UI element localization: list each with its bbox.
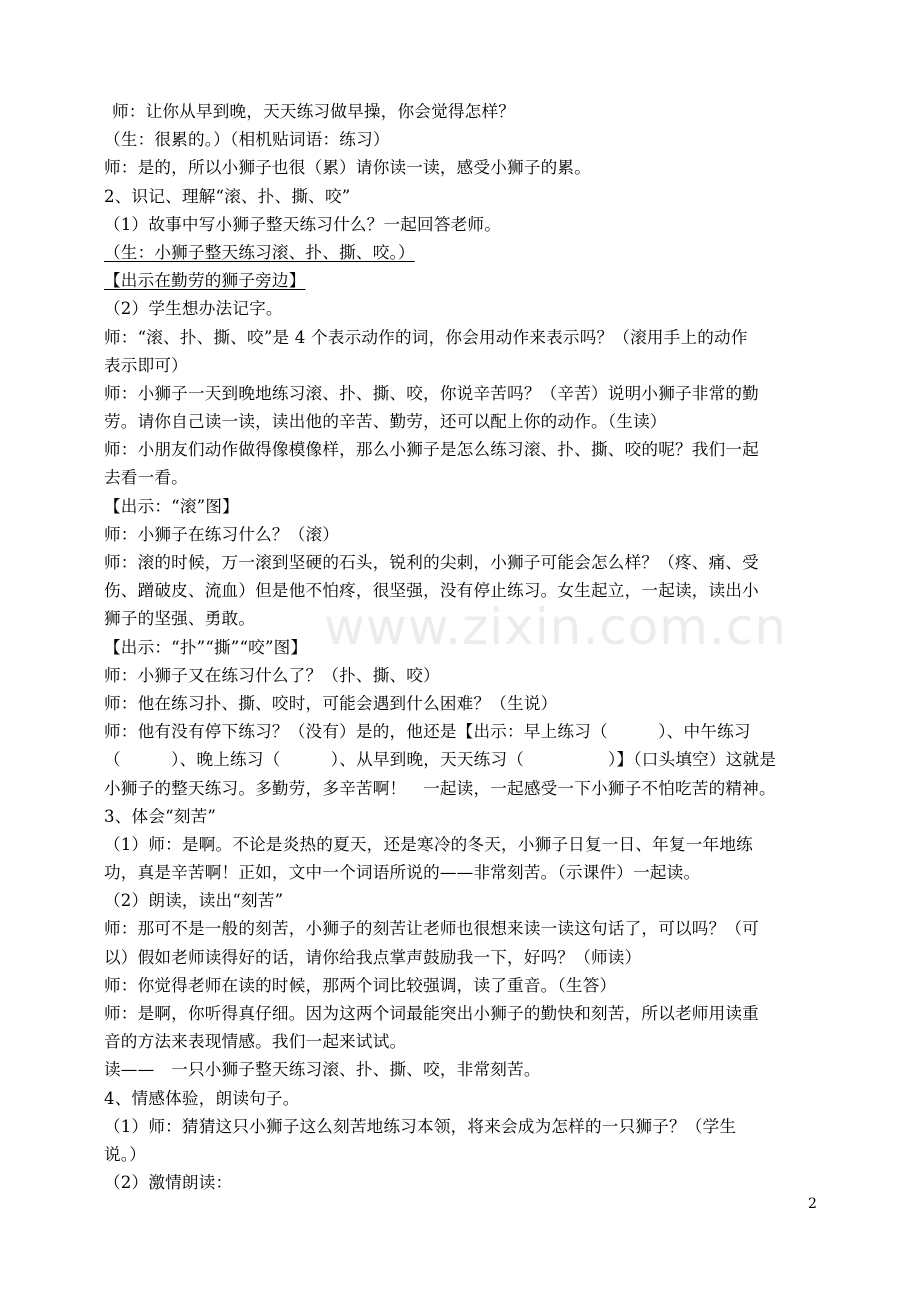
text-line	[104, 577, 824, 605]
text-line	[104, 690, 824, 718]
line-text: 音的方法来表现情感。我们一起来试试。	[104, 1032, 407, 1052]
text-line	[104, 352, 824, 380]
line-text: （1）师：是啊。不论是炎热的夏天，还是寒冷的冬天，小狮子日复一日、年复一年地练	[104, 834, 753, 854]
text-line	[104, 98, 824, 126]
line-text: 狮子的坚强、勇敢。	[104, 609, 256, 629]
text-line	[104, 295, 824, 323]
line-text: （生：小狮子整天练习滚、扑、撕、咬。）	[104, 242, 415, 262]
watermark: www.zixin.com.cn	[324, 598, 788, 656]
line-text: 师：“滚、扑、撕、咬”是 4 个表示动作的词，你会用动作来表示吗？（滚用手上的动作	[104, 327, 748, 347]
document-body	[104, 98, 824, 1197]
text-line	[104, 746, 824, 774]
line-text: 师：滚的时候，万一滚到坚硬的石头，锐利的尖刺，小狮子可能会怎么样？（疼、痛、受	[104, 553, 759, 572]
line-text: 师：小狮子又在练习什么了？（扑、撕、咬）	[104, 665, 440, 685]
text-line	[104, 803, 824, 831]
line-text: 师：小狮子在练习什么？（滚）	[104, 524, 340, 544]
text-line	[104, 436, 824, 464]
line-text: 师：是啊，你听得真仔细。因为这两个词最能突出小狮子的勤快和刻苦，所以老师用读重	[104, 1004, 759, 1023]
line-text: 3、体会“刻苦”	[104, 806, 217, 826]
text-line	[104, 944, 824, 972]
text-line	[104, 605, 824, 633]
text-line	[104, 211, 824, 239]
line-text: 师：小朋友们动作做得像模像样，那么小狮子是怎么练习滚、扑、撕、咬的呢？我们一起	[104, 440, 759, 460]
text-line	[104, 831, 824, 859]
line-text: 劳。请你自己读一读，读出他的辛苦、勤劳，还可以配上你的动作。（生读）	[104, 412, 667, 432]
text-line	[104, 1028, 824, 1056]
line-text: （1）故事中写小狮子整天练习什么？一起回答老师。	[104, 214, 502, 234]
text-line	[104, 859, 824, 887]
line-text: 师：那可不是一般的刻苦，小狮子的刻苦让老师也很想来读一读这句话了，可以吗？（可	[104, 919, 759, 939]
line-text: 读—— 一只小狮子整天练习滚、扑、撕、咬，非常刻苦。	[104, 1060, 541, 1080]
text-line	[104, 154, 824, 182]
text-line	[104, 1085, 824, 1113]
text-line	[104, 972, 824, 1000]
line-text: 2、识记、理解“滚、扑、撕、咬”	[104, 186, 351, 206]
text-line	[104, 1056, 824, 1084]
text-line	[104, 521, 824, 549]
line-text: 小狮子的整天练习。多勤劳，多辛苦啊！ 一起读，一起感受一下小狮子不怕吃苦的精神。	[104, 778, 776, 798]
text-line	[104, 1141, 824, 1169]
text-line	[104, 634, 824, 662]
text-line	[104, 1000, 824, 1028]
text-line	[104, 464, 824, 492]
line-text: 师：是的，所以小狮子也很（累）请你读一读，感受小狮子的累。	[104, 158, 592, 178]
line-text: 师：他有没有停下练习？（没有）是的，他还是【出示：早上练习（ ）、中午练习	[104, 722, 751, 742]
text-line	[104, 775, 824, 803]
line-text: （2）激情朗读：	[104, 1173, 233, 1193]
text-line	[104, 324, 824, 352]
text-line	[104, 267, 824, 295]
text-line	[104, 126, 824, 154]
text-line	[104, 718, 824, 746]
line-text: 师：你觉得老师在读的时候，那两个词比较强调，读了重音。（生答）	[104, 975, 617, 995]
line-text: （生：很累的。）（相机贴词语：练习）	[104, 130, 390, 150]
text-line	[104, 549, 824, 577]
text-line	[104, 1113, 824, 1141]
line-text: （2）朗读，读出“刻苦”	[104, 891, 284, 911]
page-number: 2	[808, 1196, 817, 1212]
text-line	[104, 1169, 824, 1197]
text-line	[104, 239, 824, 267]
text-line	[104, 408, 824, 436]
line-text: 师：小狮子一天到晚地练习滚、扑、撕、咬，你说辛苦吗？（辛苦）说明小狮子非常的勤	[104, 383, 759, 403]
line-text: 以）假如老师读得好的话，请你给我点掌声鼓励我一下，好吗？（师读）	[104, 947, 642, 967]
line-text: 去看一看。	[104, 468, 188, 488]
line-text: （ ）、晚上练习（ ）、从早到晚，天天练习（ ）】（口头填空）这就是	[104, 750, 777, 770]
line-text: （2）学生想办法记字。	[104, 299, 283, 319]
line-text: 4、情感体验，朗读句子。	[104, 1088, 300, 1108]
text-line	[104, 183, 824, 211]
text-line	[104, 915, 824, 943]
line-text: 师：他在练习扑、撕、咬时，可能会遇到什么困难？（生说）	[104, 693, 558, 713]
line-text: 师：让你从早到晚，天天练习做早操，你会觉得怎样？	[112, 102, 516, 121]
line-text: 伤、蹭破皮、流血）但是他不怕疼，很坚强，没有停止练习。女生起立，一起读，读出小	[104, 581, 759, 601]
line-text: 【出示：“扑”“撕”“咬”图】	[104, 637, 308, 657]
line-text: 功，真是辛苦啊！正如，文中一个词语所说的——非常刻苦。（示课件）一起读。	[104, 863, 701, 883]
line-text: 【出示：“滚”图】	[104, 496, 239, 516]
line-text: 说。）	[104, 1144, 147, 1164]
line-text: 表示即可）	[104, 355, 188, 375]
text-line	[104, 380, 824, 408]
line-text: （1）师：猜猜这只小狮子这么刻苦地练习本领，将来会成为怎样的一只狮子？（学生	[104, 1116, 737, 1136]
text-line	[104, 493, 824, 521]
text-line	[104, 662, 824, 690]
text-line	[104, 887, 824, 915]
line-text: 【出示在勤劳的狮子旁边】	[104, 271, 306, 291]
